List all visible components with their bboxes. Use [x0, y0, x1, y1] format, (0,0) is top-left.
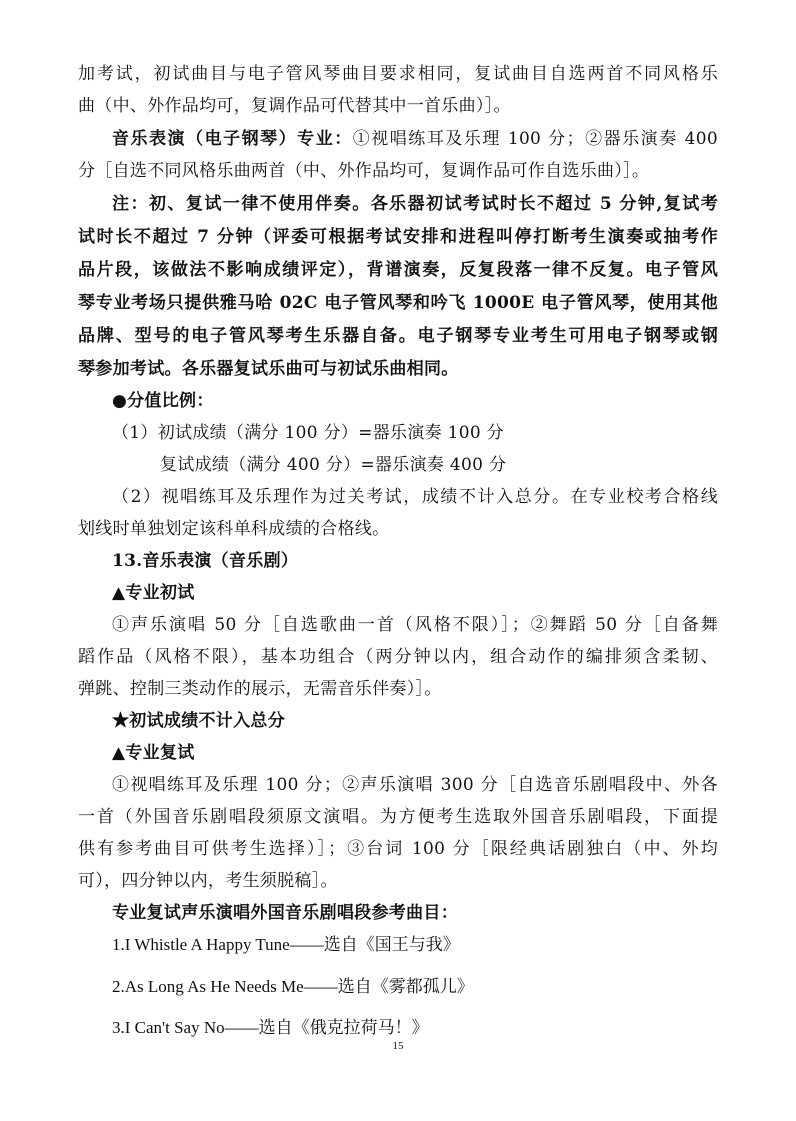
reference-dash: —— [303, 977, 338, 996]
retest-line: 供有参考曲目可供考生选择）］；③台词 100 分［限经典话剧独白（中、外均 [78, 839, 718, 859]
reference-dash: —— [224, 1018, 259, 1037]
piano-major-detail: ①视唱练耳及乐理 100 分；②器乐演奏 400 [352, 129, 718, 149]
note-line: 品牌、型号的电子管风琴考生乐器自备。电子钢琴专业考生可用电子钢琴或钢 [78, 326, 718, 346]
reference-item [112, 976, 474, 998]
reference-title: 3.I Can't Say No [112, 1018, 225, 1037]
paragraph-line: 加考试，初试曲目与电子管风琴曲目要求相同，复试曲目自选两首不同风格乐 [78, 64, 718, 84]
reference-source: 选自《俄克拉荷马！》 [258, 1018, 429, 1037]
reference-title: 2.As Long As He Needs Me [112, 977, 304, 996]
reference-item [112, 934, 460, 956]
piano-major-heading: 音乐表演（电子钢琴）专业： [112, 129, 353, 149]
score-ratio-line: 复试成绩（满分 400 分）=器乐演奏 400 分 [160, 455, 507, 475]
score-ratio-line: （1）初试成绩（满分 100 分）=器乐演奏 100 分 [112, 423, 504, 443]
score-ratio-line: 划线时单独划定该科单科成绩的合格线。 [78, 519, 390, 539]
note-line: 品片段，该做法不影响成绩评定），背谱演奏，反复段落一律不反复。电子管风 [78, 260, 718, 280]
subsection-heading: ▲专业复试 [112, 743, 195, 763]
paragraph-line: 曲（中、外作品均可，复调作品可代替其中一首乐曲）］。 [78, 96, 511, 116]
reference-source: 选自《雾都孤儿》 [337, 977, 474, 996]
piano-major-line [112, 128, 718, 150]
prelim-line: ①声乐演唱 50 分［自选歌曲一首（风格不限）］；②舞蹈 50 分［自备舞 [112, 615, 718, 635]
reference-item [112, 1017, 429, 1039]
subsection-heading: ▲专业初试 [112, 583, 195, 603]
retest-line: ①视唱练耳及乐理 100 分；②声乐演唱 300 分［自选音乐剧唱段中、外各 [112, 775, 718, 795]
reference-title: 1.I Whistle A Happy Tune [112, 935, 290, 954]
paragraph-line: 分［自选不同风格乐曲两首（中、外作品均可，复调作品可作自选乐曲）］。 [78, 161, 650, 181]
page-number: 15 [392, 1040, 404, 1052]
note-line: 琴参加考试。各乐器复试乐曲可与初试乐曲相同。 [78, 359, 459, 379]
reference-heading: 专业复试声乐演唱外国音乐剧唱段参考曲目： [112, 903, 458, 923]
prelim-line: 弹跳、控制三类动作的展示，无需音乐伴奏）］。 [78, 679, 442, 699]
score-ratio-line: （2）视唱练耳及乐理作为过关考试，成绩不计入总分。在专业校考合格线 [112, 487, 718, 507]
star-note: ★初试成绩不计入总分 [112, 711, 285, 731]
note-line: 琴专业考场只提供雅马哈 02C 电子管风琴和吟飞 1000E 电子管风琴，使用其他 [78, 293, 718, 313]
retest-line: 可），四分钟以内，考生须脱稿］。 [78, 871, 338, 891]
score-ratio-heading: ●分值比例： [112, 391, 214, 411]
retest-line: 一首（外国音乐剧唱段须原文演唱。为方便考生选取外国音乐剧唱段，下面提 [78, 807, 718, 827]
note-line: 注：初、复试一律不使用伴奏。各乐器初试考试时长不超过 5 分钟,复试考 [112, 194, 718, 214]
prelim-line: 蹈作品（风格不限），基本功组合（两分钟以内，组合动作的编排须含柔韧、 [78, 647, 718, 667]
note-line: 试时长不超过 7 分钟（评委可根据考试安排和进程叫停打断考生演奏或抽考作 [78, 227, 718, 247]
reference-dash: —— [289, 935, 324, 954]
reference-source: 选自《国王与我》 [323, 935, 460, 954]
section-heading: 13.音乐表演（音乐剧） [112, 551, 299, 571]
